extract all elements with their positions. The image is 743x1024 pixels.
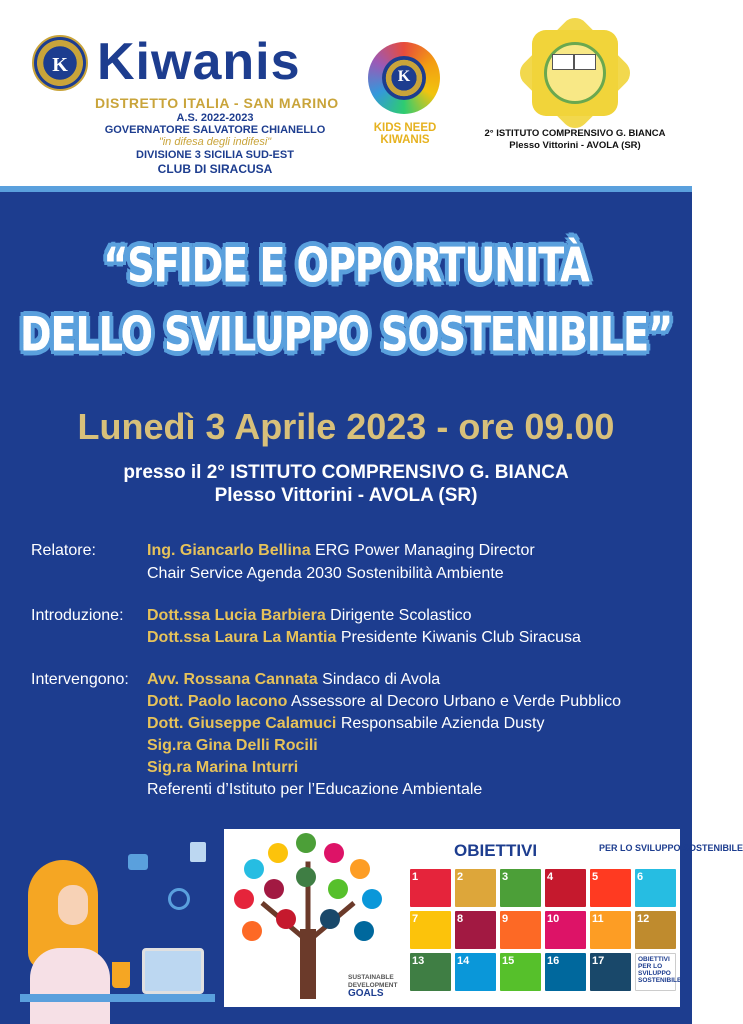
laptop-icon [142,948,204,994]
sdg-goal-tile: 2 [455,869,496,907]
speaker-role: Dirigente Scolastico [325,607,472,624]
speaker-name: Sig.ra Marina Inturri [147,759,299,776]
district-line: DISTRETTO ITALIA - SAN MARINO [95,95,339,111]
speaker-name: Avv. Rossana Cannata [147,671,318,688]
sdg-summary-tile: OBIETTIVI PER LO SVILUPPO SOSTENIBILE [635,953,676,991]
sdg-goal-tile: 4 [545,869,586,907]
sdg-goal-tile: 9 [500,911,541,949]
sdg-goal-tile: 13 [410,953,451,991]
document-icon [190,842,206,862]
sdg-goals-logo: SUSTAINABLE DEVELOPMENT GOALS [348,974,398,999]
speaker-name: Dott. Paolo Iacono [147,693,288,710]
school-location: Plesso Vittorini - AVOLA (SR) [509,140,641,151]
sdg-goal-tile: 6 [635,869,676,907]
pencil-cup-icon [112,962,130,988]
obiettivi-subheading: PER LO SVILUPPO SOSTENIBILE [599,843,743,853]
sdg-goal-tile: 10 [545,911,586,949]
relatore-label: Relatore: [31,542,96,559]
interv-entry-5 [147,758,298,778]
student-illustration [0,830,215,1024]
title-line-2: DELLO SVILUPPO SOSTENIBILE” [20,306,673,362]
relatore-entry [147,541,535,561]
speaker-name: Dott. Giuseppe Calamuci [147,715,337,732]
sdg-goal-tile: 12 [635,911,676,949]
speaker-role: Responsabile Azienda Dusty [336,715,545,732]
headphones-icon [168,888,190,910]
school-logo [532,30,618,116]
sdg-goal-tile: 3 [500,869,541,907]
event-venue-detail: Plesso Vittorini - AVOLA (SR) [214,485,478,506]
speaker-role: Assessore al Decoro Urbano e Verde Pubblico [287,693,621,710]
speaker-name: Dott.ssa Laura La Mantia [147,629,337,646]
title-line-1: “SFIDE E OPPORTUNITÀ [103,237,589,293]
speaker-role: Sindaco di Avola [317,671,441,688]
interv-entry-3 [147,714,545,734]
sdg-goal-tile: 1 [410,869,451,907]
sdg-goal-grid [410,869,682,991]
speaker-name: Ing. Giancarlo Bellina [147,542,311,559]
intro-label: Introduzione: [31,607,124,624]
speaker-name: Sig.ra Gina Delli Rocili [147,737,318,754]
division-line: DIVISIONE 3 SICILIA SUD-EST [136,149,294,161]
intro-entry-2 [147,628,581,648]
sdg-goal-tile: 11 [590,911,631,949]
sdg-goal-tile: 8 [455,911,496,949]
obiettivi-heading: OBIETTIVI [454,841,538,860]
header [0,0,692,186]
school-name: 2° ISTITUTO COMPRENSIVO G. BIANCA [484,128,666,139]
kiwanis-wordmark: Kiwanis [97,33,301,91]
kiwanis-seal-logo: K [32,35,88,91]
interv-entry-1 [147,670,440,690]
event-venue: presso il 2° ISTITUTO COMPRENSIVO G. BIANCA [123,462,569,483]
intro-entry-1 [147,606,472,626]
sdg-goal-tile: 17 [590,953,631,991]
kids-need-kiwanis-logo: K [368,42,440,114]
club-line: CLUB DI SIRACUSA [157,162,273,176]
interv-footer: Referenti d’Istituto per l’Educazione Ambientale [147,781,483,798]
speaker-role: ERG Power Managing Director [310,542,535,559]
motto-line: "in difesa degli indifesi" [158,136,272,148]
speaker-name: Dott.ssa Lucia Barbiera [147,607,326,624]
sdg-title [454,841,743,861]
sdg-goal-tile: 7 [410,911,451,949]
sdg-goal-tile: 14 [455,953,496,991]
kids-need-kiwanis-text: KIDS NEED KIWANIS [373,122,437,146]
governor-line: GOVERNATORE SALVATORE CHIANELLO [104,124,326,136]
sdg-goal-tile: 16 [545,953,586,991]
interv-entry-4 [147,736,318,756]
relatore-role-2: Chair Service Agenda 2030 Sostenibilità Ambiente [147,565,504,582]
sdg-goal-tile: 15 [500,953,541,991]
sdg-goal-tile: 5 [590,869,631,907]
interv-label: Intervengono: [31,671,129,688]
event-date: Lunedì 3 Aprile 2023 - ore 09.00 [77,406,615,447]
interv-entry-2 [147,692,621,712]
video-icon [128,854,148,870]
panel-top-border [0,186,692,192]
year-line: A.S. 2022-2023 [176,112,254,124]
speaker-role: Presidente Kiwanis Club Siracusa [336,629,581,646]
sdg-panel [224,829,743,1007]
